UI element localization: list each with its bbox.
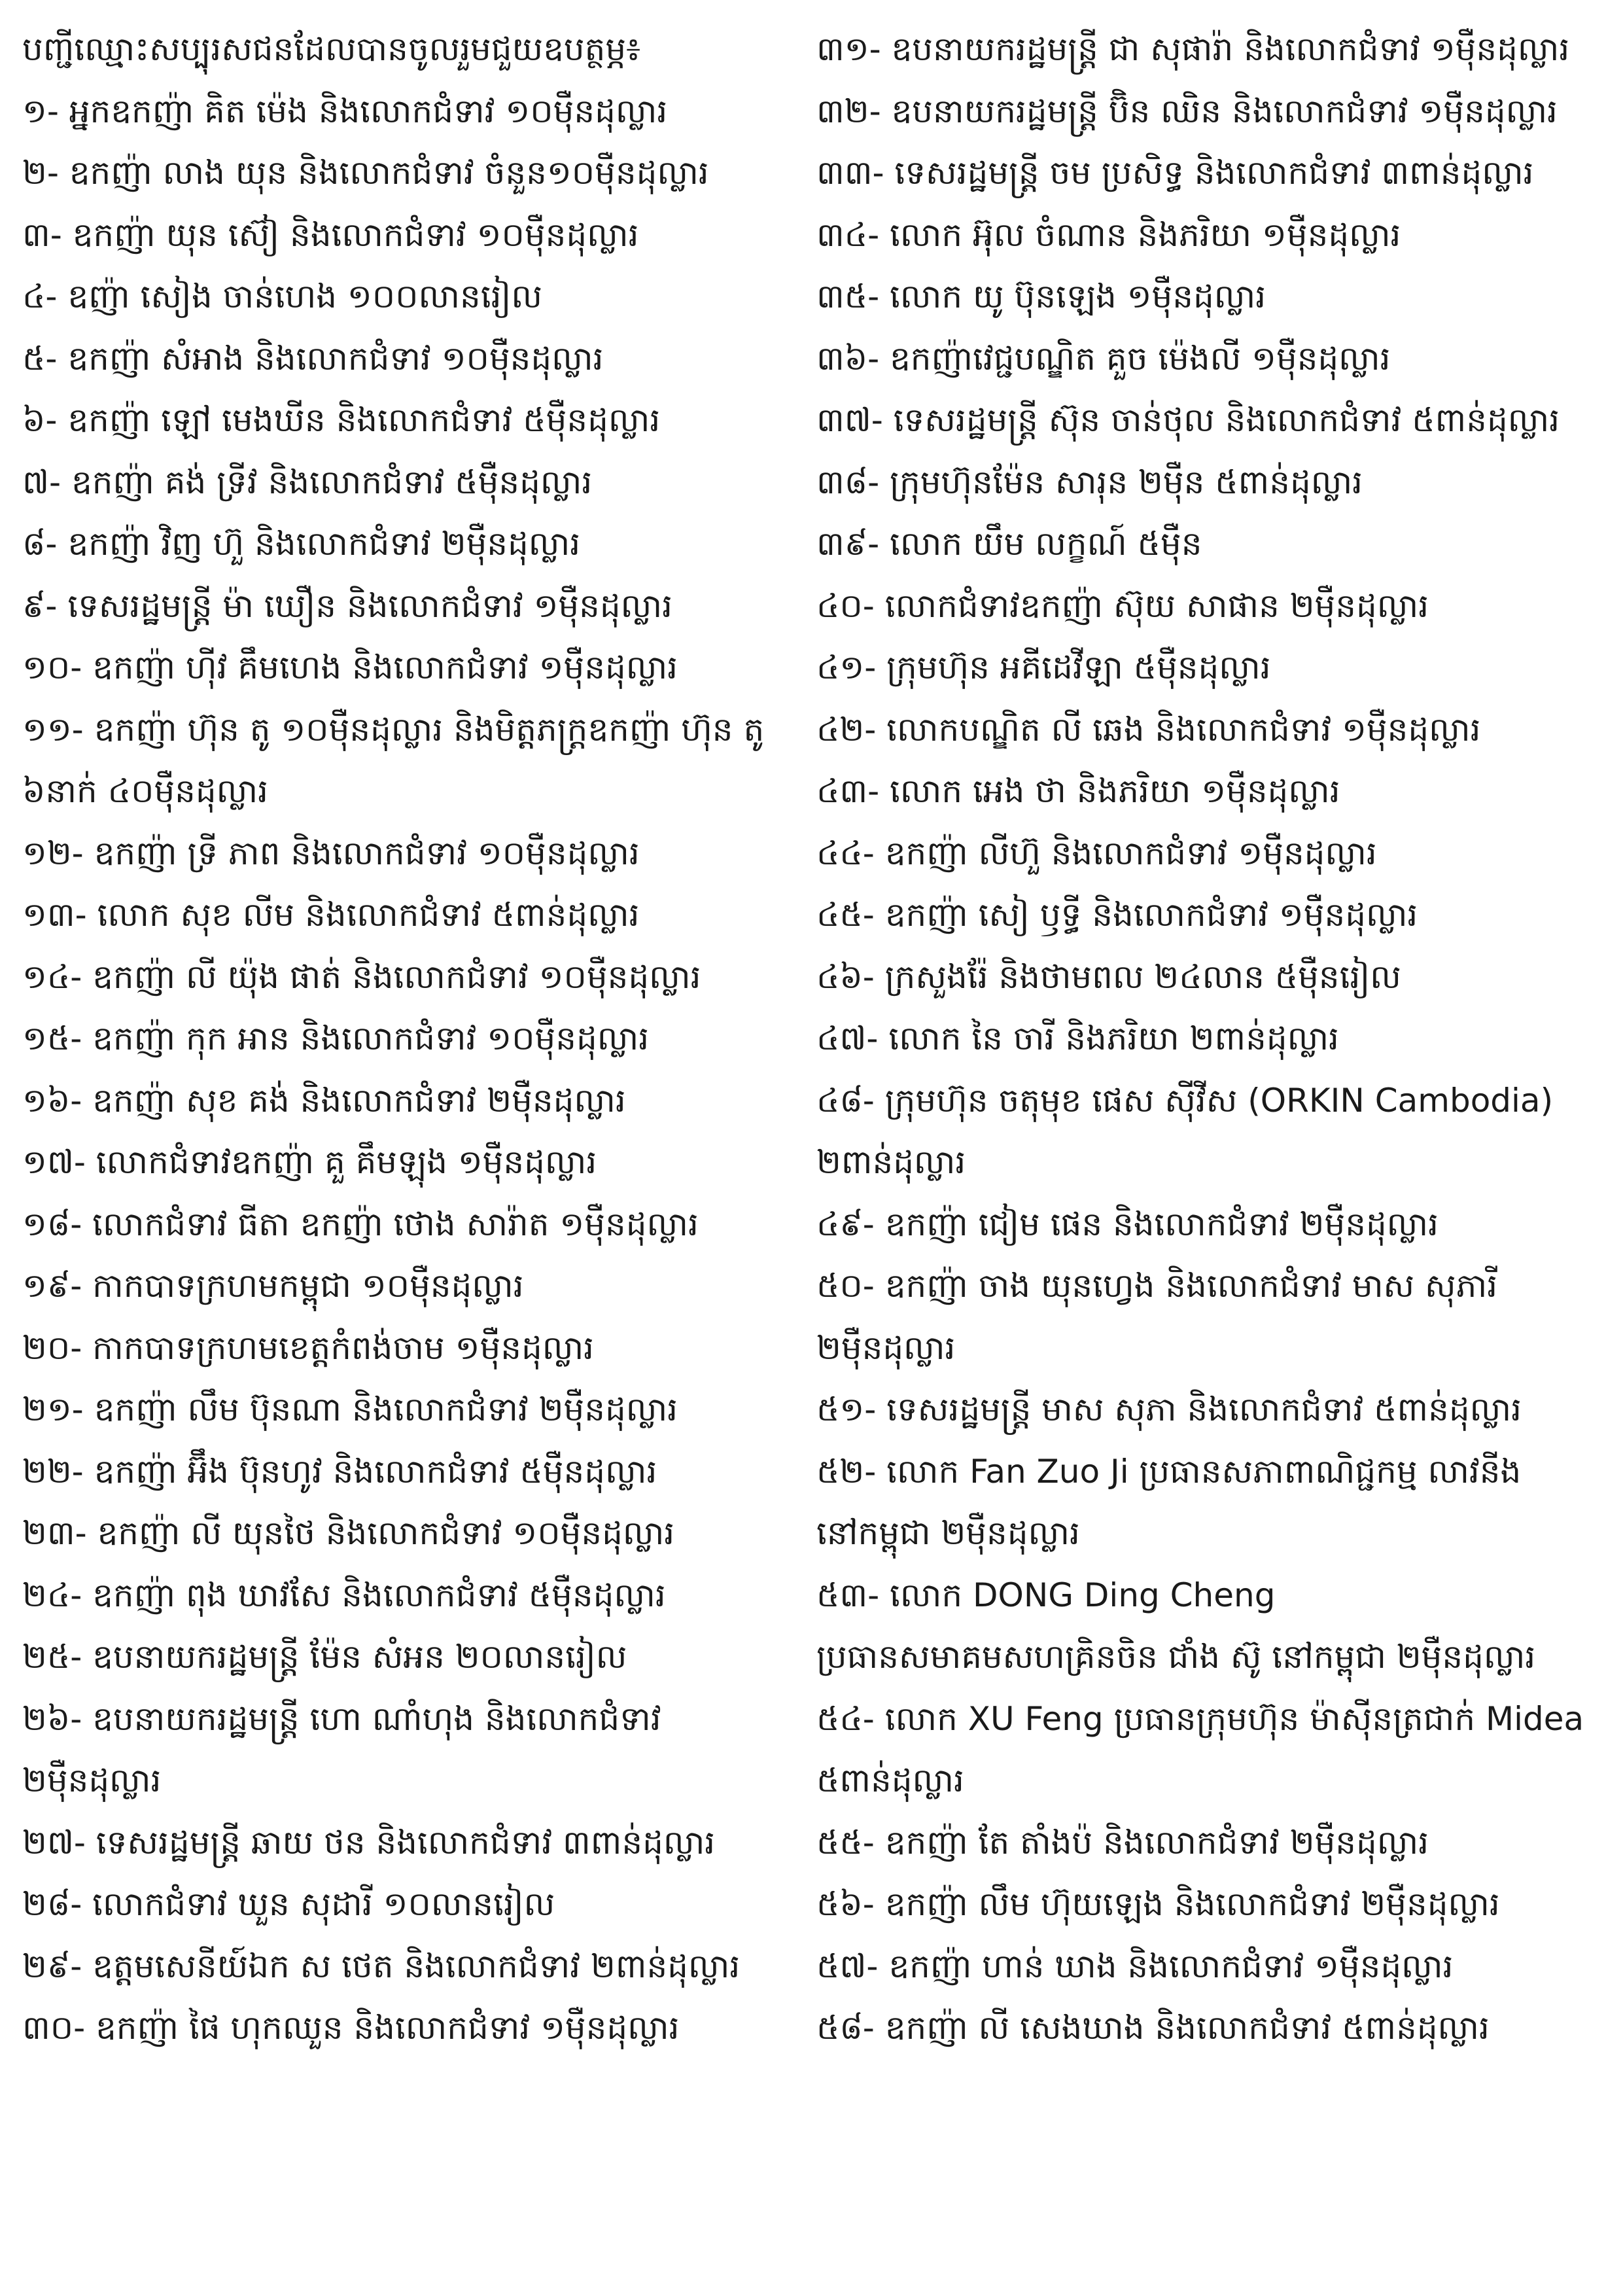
donor-line: ២៩- ឧត្តមសេនីយ៍ឯក ស ថេត និងលោកជំទាវ ២ពាន់ដុល្លារ [22,1947,741,1985]
donor-line: ៣៩- លោក យឹម លក្ខណ៍ ៥ម៉ឺន [816,525,1202,563]
donor-line: ៣៤- លោក អ៊ុល ចំណាន និងភរិយា ១ម៉ឺនដុល្លារ [816,215,1401,254]
donor-line-continuation: ៥ពាន់ដុល្លារ [816,1761,964,1799]
donor-line: ៥៧- ឧកញ៉ា ហាន់ ឃាង និងលោកជំទាវ ១ម៉ឺនដុល្លារ [816,1947,1454,1985]
donor-line-continuation: ៦នាក់ ៤០ម៉ឺនដុល្លារ [22,772,269,810]
donor-line: ១៨- លោកជំទាវ ធីតា ឧកញ៉ា ថោង សារ៉ាត ១ម៉ឺនដុល្លារ [22,1205,699,1243]
donor-line: ៤៥- ឧកញ៉ា សៀ ឫទ្ធី និងលោកជំទាវ ១ម៉ឺនដុល្លារ [816,896,1418,934]
donor-line-continuation: ប្រធានសមាគមសហគ្រិនចិន ជាំង ស៊ូ នៅកម្ពុជា ២ម៉ឺនដុល្លារ [816,1638,1536,1676]
donor-line: ៥០- ឧកញ៉ា ចាង យុនហ្វេង និងលោកជំទាវ មាស សុភារី [816,1267,1498,1305]
donor-line: ២៦- ឧបនាយករដ្ឋមន្ត្រី ហោ ណាំហុង និងលោកជំទាវ [22,1699,661,1738]
donor-line: ៤៨- ក្រុមហ៊ុន ចតុមុខ ផេស ស៊ីវីស (ORKIN Cambodia) [816,1081,1554,1120]
donor-line: ៤៧- លោក នៃ ចារី និងភរិយា ២ពាន់ដុល្លារ [816,1019,1339,1057]
donor-line: ៧- ឧកញ៉ា គង់ ទ្រីវ និងលោកជំទាវ ៥ម៉ឺនដុល្លារ [22,463,593,501]
donor-line: ៤៣- លោក អេង ថា និងភរិយា ១ម៉ឺនដុល្លារ [816,772,1340,810]
donor-line: ១០- ឧកញ៉ា ហ៊ីវ គឹមហេង និងលោកជំទាវ ១ម៉ឺនដុល្លារ [22,648,678,686]
donor-line: ២៨- លោកជំទាវ ឃួន សុដារី ១០លានរៀល [22,1885,555,1923]
donor-line: ៥២- លោក Fan Zuo Ji ប្រធានសភាពាណិជ្ជកម្ម លាវនីង [816,1452,1522,1491]
donor-line: ៣៦- ឧកញ៉ាវេជ្ជបណ្ឌិត គួច ម៉េងលី ១ម៉ឺនដុល្លារ [816,339,1391,378]
donor-line: ៤០- លោកជំទាវឧកញ៉ា ស៊ុយ សាផាន ២ម៉ឺនដុល្លារ [816,586,1429,625]
donor-line: ៤- ឧញ៉ា សៀង ចាន់ហេង ១០០លានរៀល [22,277,542,315]
donor-line: ៥១- ទេសរដ្ឋមន្ត្រី មាស សុភា និងលោកជំទាវ ៥ពាន់ដុល្លារ [816,1390,1522,1428]
donor-line: ១៥- ឧកញ៉ា កុក អាន និងលោកជំទាវ ១០ម៉ឺនដុល្លារ [22,1019,650,1057]
donor-line: ៩- ទេសរដ្ឋមន្ត្រី ម៉ា ឃឿន និងលោកជំទាវ ១ម៉ឺនដុល្លារ [22,586,672,625]
donor-line: ១៣- លោក សុខ លីម និងលោកជំទាវ ៥ពាន់ដុល្លារ [22,896,640,934]
donor-line: ៥៣- លោក DONG Ding Cheng [816,1576,1276,1614]
donor-line: ៣៥- លោក យូ ប៊ុនឡេង ១ម៉ឺនដុល្លារ [816,277,1266,315]
donor-line: ១២- ឧកញ៉ា ទ្រី ភាព និងលោកជំទាវ ១០ម៉ឺនដុល្លារ [22,834,640,872]
document-title: បញ្ជីឈ្មោះសប្បុរសជនដែលបានចូលរួមជួយឧបត្ថម្ភ៖ [22,30,641,68]
donor-line: ២៣- ឧកញ៉ា លី យុនថៃ និងលោកជំទាវ ១០ម៉ឺនដុល្លារ [22,1514,675,1552]
donor-line: ១៦- ឧកញ៉ា សុខ គង់ និងលោកជំទាវ ២ម៉ឺនដុល្លារ [22,1081,626,1120]
donor-line: ២០- កាកបាទក្រហមខេត្តកំពង់ចាម ១ម៉ឺនដុល្លារ [22,1328,595,1367]
donor-line: ៣៣- ទេសរដ្ឋមន្ត្រី ចម ប្រសិទ្ធ និងលោកជំទាវ ៣ពាន់ដុល្លារ [816,154,1534,192]
donor-line: ៤២- លោកបណ្ឌិត លី ឆេង និងលោកជំទាវ ១ម៉ឺនដុល្លារ [816,710,1481,749]
donor-line-continuation: ២ម៉ឺនដុល្លារ [22,1761,162,1799]
donor-line: ៥៤- លោក XU Feng ប្រធានក្រុមហ៊ុន ម៉ាស៊ីនត្រជាក់ Midea [816,1699,1584,1738]
donor-line: ៥៦- ឧកញ៉ា លឹម ហ៊ុយឡេង និងលោកជំទាវ ២ម៉ឺនដុល្លារ [816,1885,1500,1923]
donor-line: ១៤- ឧកញ៉ា លី យ៉ុង ផាត់ និងលោកជំទាវ ១០ម៉ឺនដុល្លារ [22,957,701,996]
donor-line: ៥- ឧកញ៉ា សំអាង និងលោកជំទាវ ១០ម៉ឺនដុល្លារ [22,339,604,378]
donor-line-continuation: នៅកម្ពុជា ២ម៉ឺនដុល្លារ [816,1514,1080,1552]
donor-list-right-column [816,18,1611,2059]
donor-list-left-column [22,18,801,2059]
donor-line: ២៥- ឧបនាយករដ្ឋមន្ត្រី ម៉ែន សំអន ២០លានរៀល [22,1638,627,1676]
donor-line: ៤៦- ក្រសួងរ៉ែ និងថាមពល ២៤លាន ៥ម៉ឺនរៀល [816,957,1401,996]
donor-line-continuation: ២ពាន់ដុល្លារ [816,1143,966,1181]
donor-line: ១១- ឧកញ៉ា ហ៊ុន តូ ១០ម៉ឺនដុល្លារ និងមិត្តភក្រ្តឧកញ៉ា ហ៊ុន តូ [22,710,765,749]
donor-line: ៣១- ឧបនាយករដ្ឋមន្ត្រី ជា សុផារ៉ា និងលោកជំទាវ ១ម៉ឺនដុល្លារ [816,30,1570,68]
donor-line: ៨- ឧកញ៉ា វិញ ហ៊ួ និងលោកជំទាវ ២ម៉ឺនដុល្លារ [22,525,581,563]
donor-line: ៣៧- ទេសរដ្ឋមន្ត្រី ស៊ុន ចាន់ថុល និងលោកជំទាវ ៥ពាន់ដុល្លារ [816,401,1560,439]
donor-line: ១៩- កាកបាទក្រហមកម្ពុជា ១០ម៉ឺនដុល្លារ [22,1267,524,1305]
donor-line-continuation: ២ម៉ឺនដុល្លារ [816,1328,956,1367]
donor-line: ២២- ឧកញ៉ា អ៊ឹង ប៊ុនហូវ និងលោកជំទាវ ៥ម៉ឺនដុល្លារ [22,1452,657,1491]
donor-line: ៣- ឧកញ៉ា យុន ស៊ៀ និងលោកជំទាវ ១០ម៉ឺនដុល្លារ [22,215,639,254]
donor-line: ៤៤- ឧកញ៉ា លីហ៊ួ និងលោកជំទាវ ១ម៉ឺនដុល្លារ [816,834,1377,872]
donor-line: ២១- ឧកញ៉ា លឹម ប៊ុនណា និងលោកជំទាវ ២ម៉ឺនដុល្លារ [22,1390,678,1428]
donor-line: ២- ឧកញ៉ា លាង យុន និងលោកជំទាវ ចំនួន១០ម៉ឺនដុល្លារ [22,154,709,192]
donor-line: ៥៥- ឧកញ៉ា តែ តាំងប៉ និងលោកជំទាវ ២ម៉ឺនដុល្លារ [816,1823,1429,1862]
donor-line: ៣០- ឧកញ៉ា ផៃ ហុកឈួន និងលោកជំទាវ ១ម៉ឺនដុល្លារ [22,2009,680,2047]
donor-line: ២៧- ទេសរដ្ឋមន្ត្រី ឆាយ ថន និងលោកជំទាវ ៣ពាន់ដុល្លារ [22,1823,716,1862]
donor-line: ១- អ្នកឧកញ៉ា គិត ម៉េង និងលោកជំទាវ ១០ម៉ឺនដុល្លារ [22,92,668,130]
donor-line: ២៤- ឧកញ៉ា ពុង ឃាវសែ និងលោកជំទាវ ៥ម៉ឺនដុល្លារ [22,1576,666,1614]
donor-line: ១៧- លោកជំទាវឧកញ៉ា គួ គឹមឡុង ១ម៉ឺនដុល្លារ [22,1143,597,1181]
donor-line: ៦- ឧកញ៉ា ឡៅ មេងឃីន និងលោកជំទាវ ៥ម៉ឺនដុល្លារ [22,401,661,439]
donor-line: ៤៩- ឧកញ៉ា ជៀម ផេន និងលោកជំទាវ ២ម៉ឺនដុល្លារ [816,1205,1439,1243]
donor-line: ៣២- ឧបនាយករដ្ឋមន្ត្រី ប៊ិន ឈិន និងលោកជំទាវ ១ម៉ឺនដុល្លារ [816,92,1558,130]
donor-line: ៣៨- ក្រុមហ៊ុនម៉ែន សារុន ២ម៉ឺន ៥ពាន់ដុល្លារ [816,463,1363,501]
donor-line: ៤១- ក្រុមហ៊ុន អគីដេវីឡា ៥ម៉ឺនដុល្លារ [816,648,1271,686]
donor-line: ៥៨- ឧកញ៉ា លី សេងឃាង និងលោកជំទាវ ៥ពាន់ដុល្លារ [816,2009,1490,2047]
